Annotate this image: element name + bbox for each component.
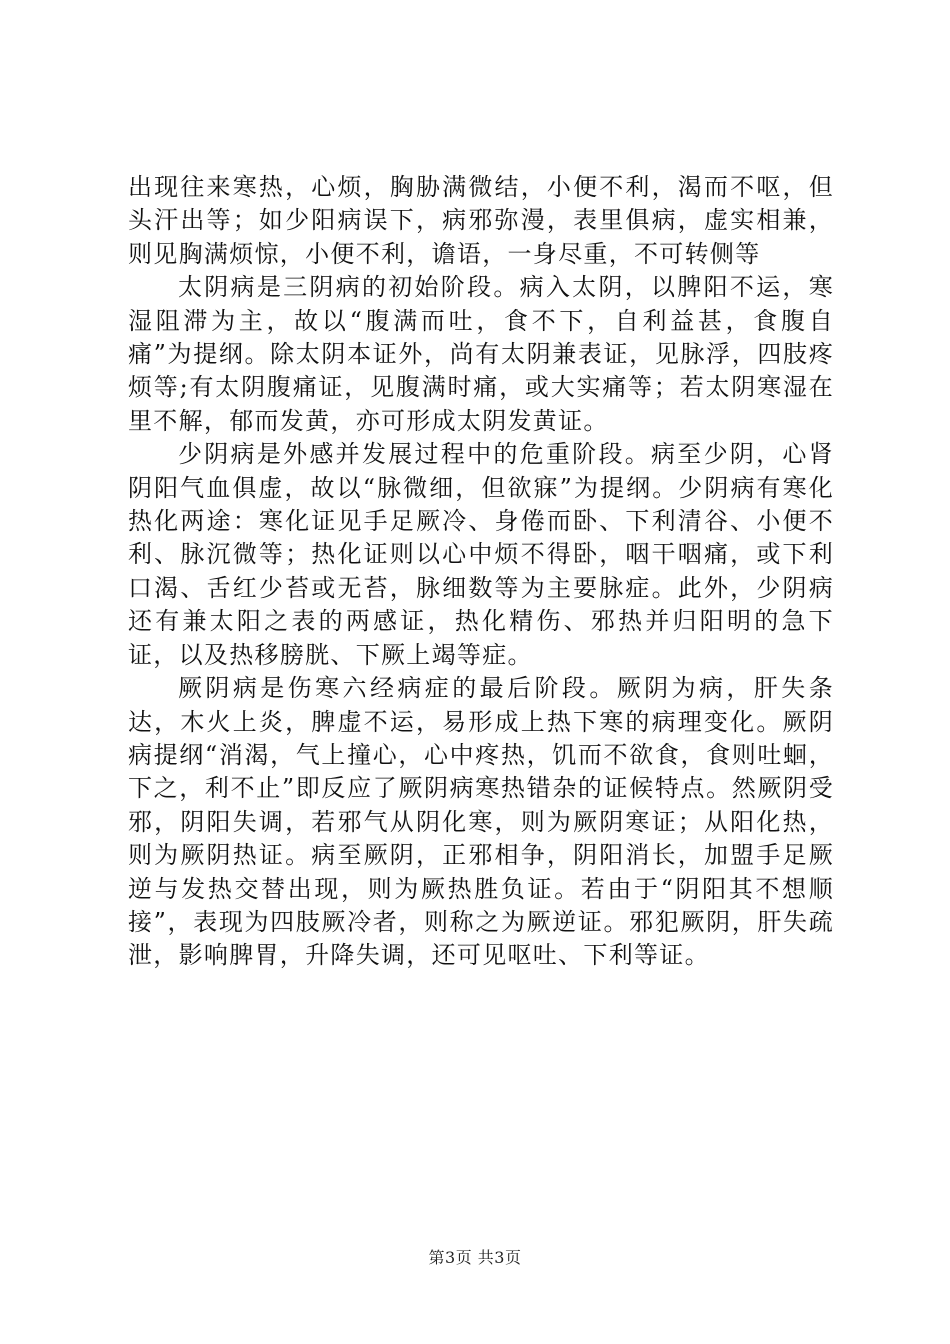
page-footer: 第3页 共3页 [428, 1248, 522, 1267]
paragraph-continuation: 出现往来寒热，心烦，胸胁满微结，小便不利，渴而不呕，但头汗出等；如少阳病误下，病邪弥漫，表里俱病，虚实相兼，则见胸满烦惊，小便不利，谵语，一身尽重，不可转侧等 [128, 173, 834, 268]
paragraph-jueyin: 厥阴病是伤寒六经病症的最后阶段。厥阴为病，肝失条达，木火上炎，脾虚不运，易形成上热下寒的病理变化。厥阴病提纲“消渴，气上撞心，心中疼热，饥而不欲食，食则吐蛔，下之，利不止”即反应了厥阴病寒热错杂的证候特点。然厥阴受邪，阴阳失调，若邪气从阴化寒，则为厥阴寒证；从阳化热，则为厥阴热证。病至厥阴，正邪相争，阴阳消长，加盟手足厥逆与发热交替出现，则为厥热胜负证。若由于“阴阳其不想顺接”，表现为四肢厥冷者，则称之为厥逆证。邪犯厥阴，肝失疏泄，影响脾胃，升降失调，还可见呕吐、下利等证。 [128, 674, 834, 970]
paragraph-taiyin: 太阴病是三阴病的初始阶段。病入太阴，以脾阳不运，寒湿阻滞为主，故以“腹满而吐，食不下，自利益甚，食腹自痛”为提纲。除太阴本证外，尚有太阴兼表证，见脉浮，四肢疼烦等;有太阴腹痛证，见腹满时痛，或大实痛等；若太阴寒湿在里不解，郁而发黄，亦可形成太阴发黄证。 [128, 273, 834, 435]
paragraph-shaoyin: 少阴病是外感并发展过程中的危重阶段。病至少阴，心肾阴阳气血俱虚，故以“脉微细，但欲寐”为提纲。少阴病有寒化热化两途：寒化证见手足厥冷、身倦而卧、下利清谷、小便不利、脉沉微等；热化证则以心中烦不得卧，咽干咽痛，或下利口渴、舌红少苔或无苔，脉细数等为主要脉症。此外，少阴病还有兼太阳之表的两感证，热化精伤、邪热并归阳明的急下证，以及热移膀胱、下厥上竭等症。 [128, 440, 834, 669]
body-text [128, 171, 834, 973]
